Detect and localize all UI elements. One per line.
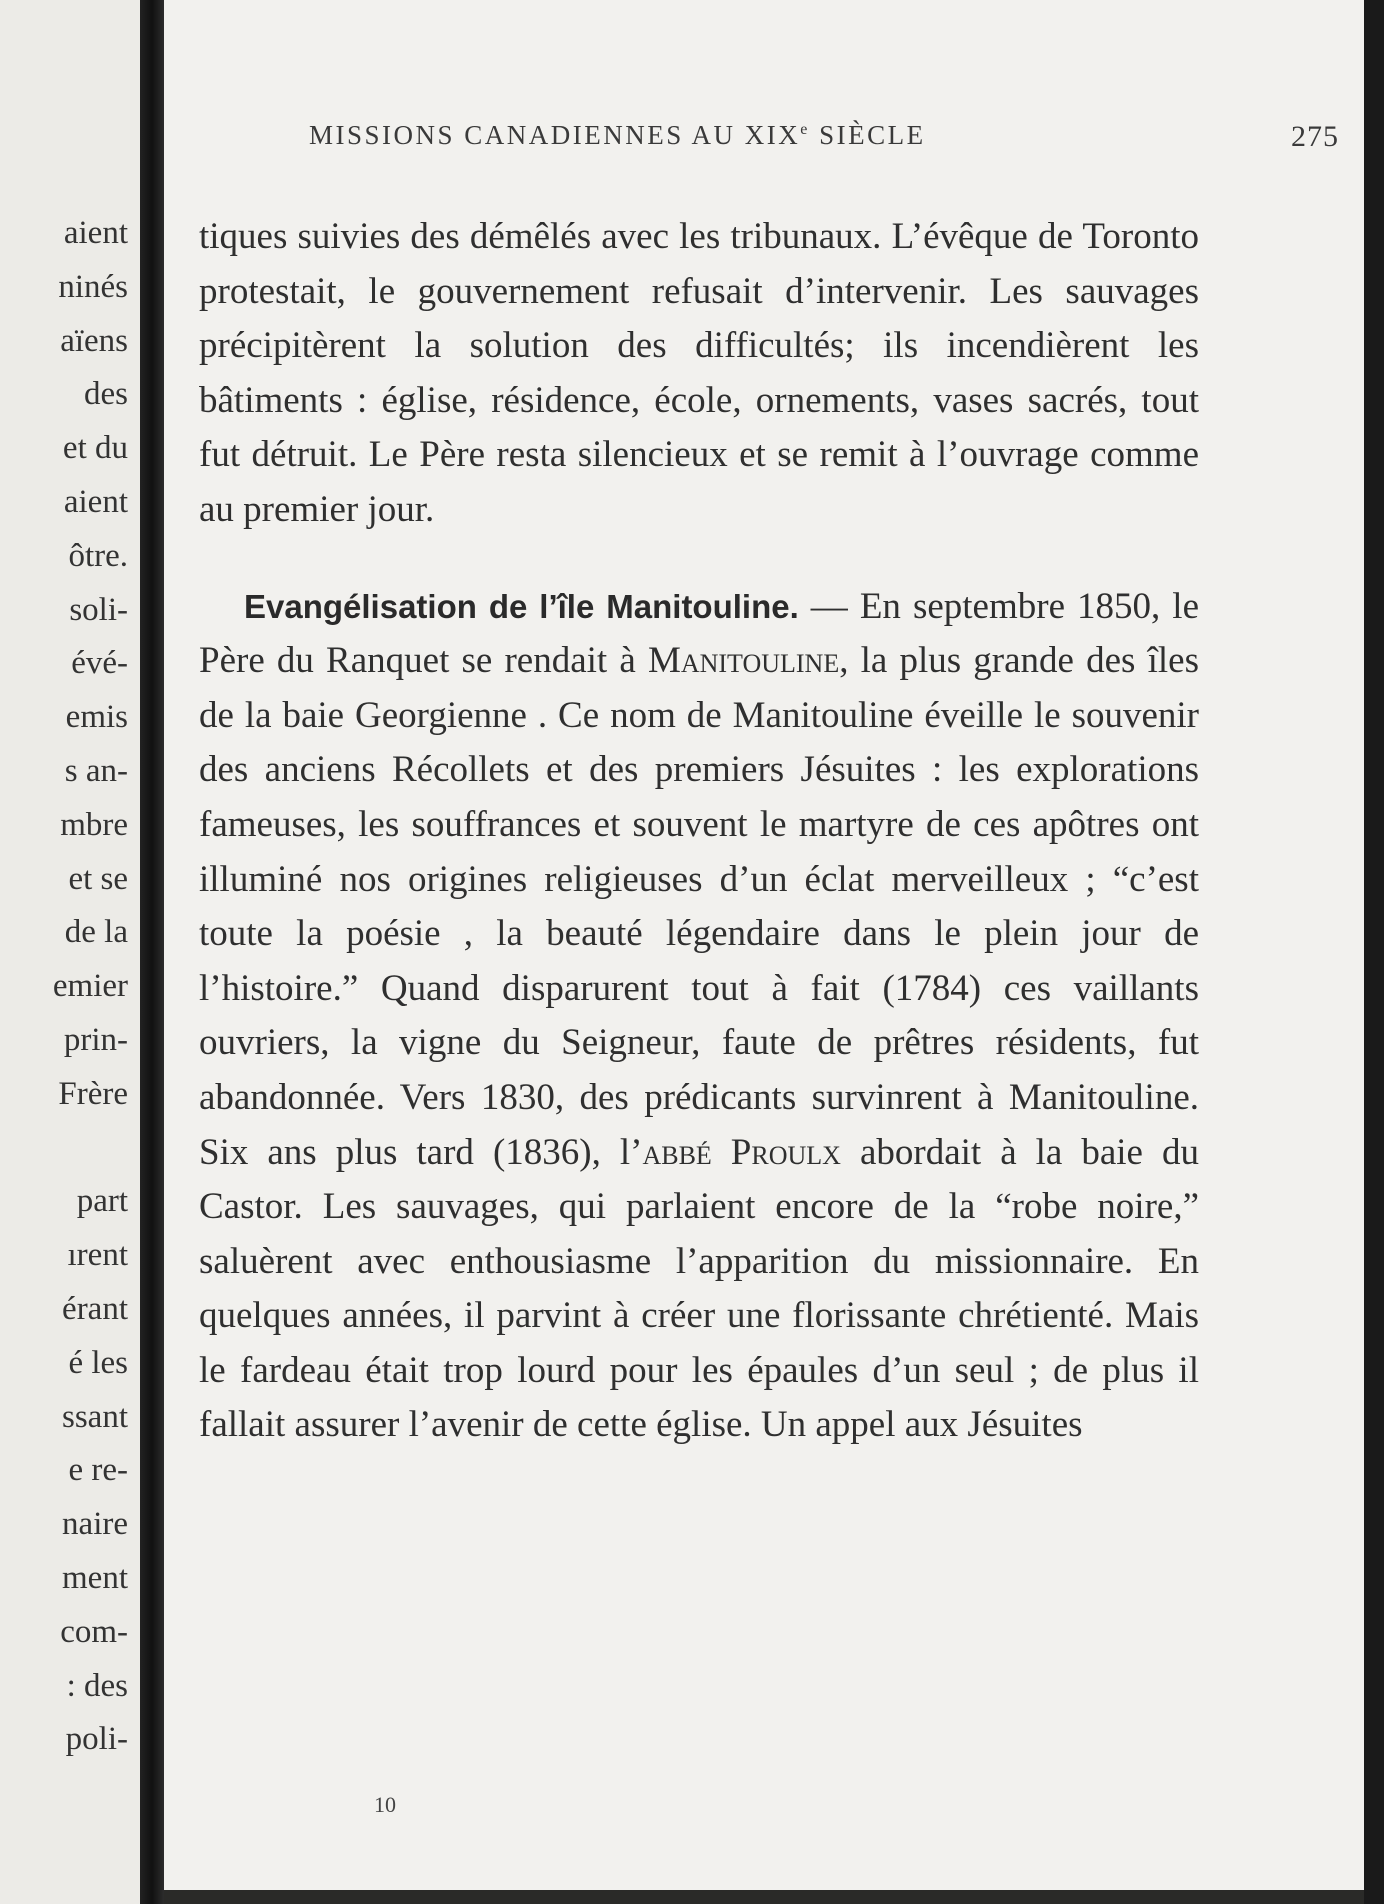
left-page-line: ssant — [62, 1398, 128, 1435]
running-title: MISSIONS CANADIENNES AU XIXe SIÈCLE — [309, 120, 926, 150]
left-page-line: s an- — [64, 753, 128, 789]
left-page-line: et se — [68, 860, 128, 897]
left-page-line: ırent — [67, 1237, 128, 1274]
left-page-line: aïens — [60, 322, 128, 359]
person-name-smallcaps: abbé Proulx — [642, 1131, 841, 1173]
scan-edge — [1364, 0, 1384, 1904]
left-page-line: e re- — [68, 1452, 128, 1489]
left-page-line: com- — [60, 1613, 128, 1650]
left-page-line: poli- — [65, 1721, 128, 1758]
left-page-line: emis — [65, 699, 128, 736]
left-page-line: Frère — [58, 1075, 128, 1112]
left-page-line: naire — [62, 1506, 128, 1543]
left-page-line: et du — [62, 430, 128, 467]
left-page-line: : des — [66, 1667, 128, 1704]
left-page-line: part — [76, 1183, 128, 1220]
left-page-line: é les — [68, 1344, 128, 1381]
left-page-line: prin- — [63, 1022, 128, 1058]
left-page-line: emier — [52, 968, 128, 1005]
left-page-line: mbre — [60, 806, 128, 843]
place-name-smallcaps: Manitouline — [647, 640, 840, 682]
left-page-line: ninés — [58, 268, 128, 305]
left-page-line: soli- — [69, 591, 128, 628]
left-page-line: de la — [64, 914, 128, 951]
page-number: 275 — [1291, 120, 1339, 153]
book-gutter — [140, 0, 164, 1904]
paragraph-1: tiques suivies des démêlés avec les tribunaux. L’évêque de Toronto protestait, le gouvernement refusait d’intervenir. Les sauvages précipitèrent la solution des difficultés; ils incendièrent les bâtiments : église, résidence, école, ornements, vases sacrés, tout fut détruit. Le Père resta silencieux et se remit à l’ouvrage comme au premier jour. — [199, 216, 1199, 530]
left-page-line: érant — [62, 1291, 128, 1327]
left-page-line: aient — [63, 484, 128, 520]
body-text — [199, 210, 1199, 1453]
left-page-margin — [0, 0, 140, 1904]
left-page-line: évé- — [71, 645, 128, 682]
paragraph-2: Evangélisation de l’île Manitouline. — En septembre 1850, le Père du Ranquet se rendait à Manitouline, la plus grande des îles de la baie Georgienne . Ce nom de Manitouline éveille le souvenir des anciens Récollets et des premiers Jésuites : les explorations fameuses, les souffrances et souvent le martyre de ces apôtres ont illuminé nos origines religieuses d’un éclat merveilleux ; “c’est toute la poésie , la beauté légendaire dans le plein jour de l’histoire.” Quand disparurent tout à fait (1784) ces vaillants ouvriers, la vigne du Seigneur, faute de prêtres résidents, fut abandonnée. Vers 1830, des prédicants survinrent à Manitouline. Six ans plus tard (1836), l’abbé Proulx abordait à la baie du Castor. Les sauvages, qui parlaient encore de la “robe noire,” saluèrent avec enthousiasme l’apparition du missionnaire. En quelques années, il parvint à créer une florissante chrétienté. Mais le fardeau était trop lourd pour les épaules d’un seul ; de plus il fallait assurer l’avenir de cette église. Un appel aux Jésuites — [199, 585, 1200, 1446]
left-page-line: aient — [63, 215, 128, 251]
left-page-line: ment — [62, 1560, 128, 1596]
signature-mark: 10 — [374, 1792, 396, 1817]
section-title: Evangélisation de l’île Manitouline. — [244, 587, 799, 625]
left-page-line: des — [84, 376, 128, 413]
running-header — [309, 120, 1339, 151]
book-page — [164, 0, 1364, 1890]
left-page-line: ôtre. — [68, 537, 128, 574]
